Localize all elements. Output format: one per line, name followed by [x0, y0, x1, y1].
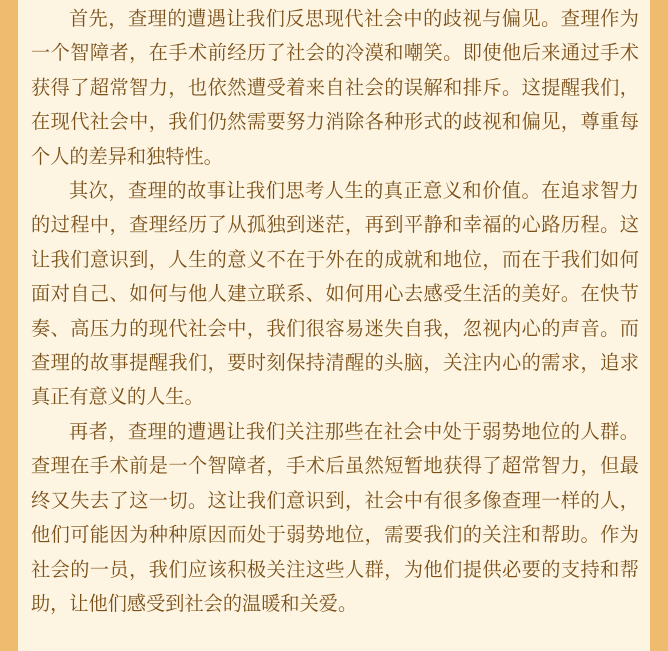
paragraph-vulnerable-groups: 再者，查理的遭遇让我们关注那些在社会中处于弱势地位的人群。查理在手术前是一个智障者，手术后虽然短暂地获得了超常智力，但最终又失去了这一切。这让我们意识到，社会中有很多像查理一样的人，他们可能因为种种原因而处于弱势地位，需要我们的关注和帮助。作为社会的一员，我们应该积极关注这些人群，为他们提供必要的支持和帮助，让他们感受到社会的温暖和关爱。 — [31, 419, 639, 615]
paragraph-discrimination: 首先，查理的遭遇让我们反思现代社会中的歧视与偏见。查理作为一个智障者，在手术前经历了社会的冷漠和嘲笑。即使他后来通过手术获得了超常智力，也依然遭受着来自社会的误解和排斥。这提醒我们，在现代社会中，我们仍然需要努力消除各种形式的歧视和偏见，尊重每个人的差异和独特性。 — [31, 7, 639, 168]
article-body — [31, 2, 639, 621]
paragraph-meaning-of-life: 其次，查理的故事让我们思考人生的真正意义和价值。在追求智力的过程中，查理经历了从孤独到迷茫，再到平静和幸福的心路历程。这让我们意识到，人生的意义不在于外在的成就和地位，而在于我们如何面对自己、如何与他人建立联系、如何用心去感受生活的美好。在快节奏、高压力的现代社会中，我们很容易迷失自我，忽视内心的声音。而查理的故事提醒我们，要时刻保持清醒的头脑，关注内心的需求，追求真正有意义的人生。 — [31, 179, 639, 409]
article-panel — [18, 0, 650, 651]
